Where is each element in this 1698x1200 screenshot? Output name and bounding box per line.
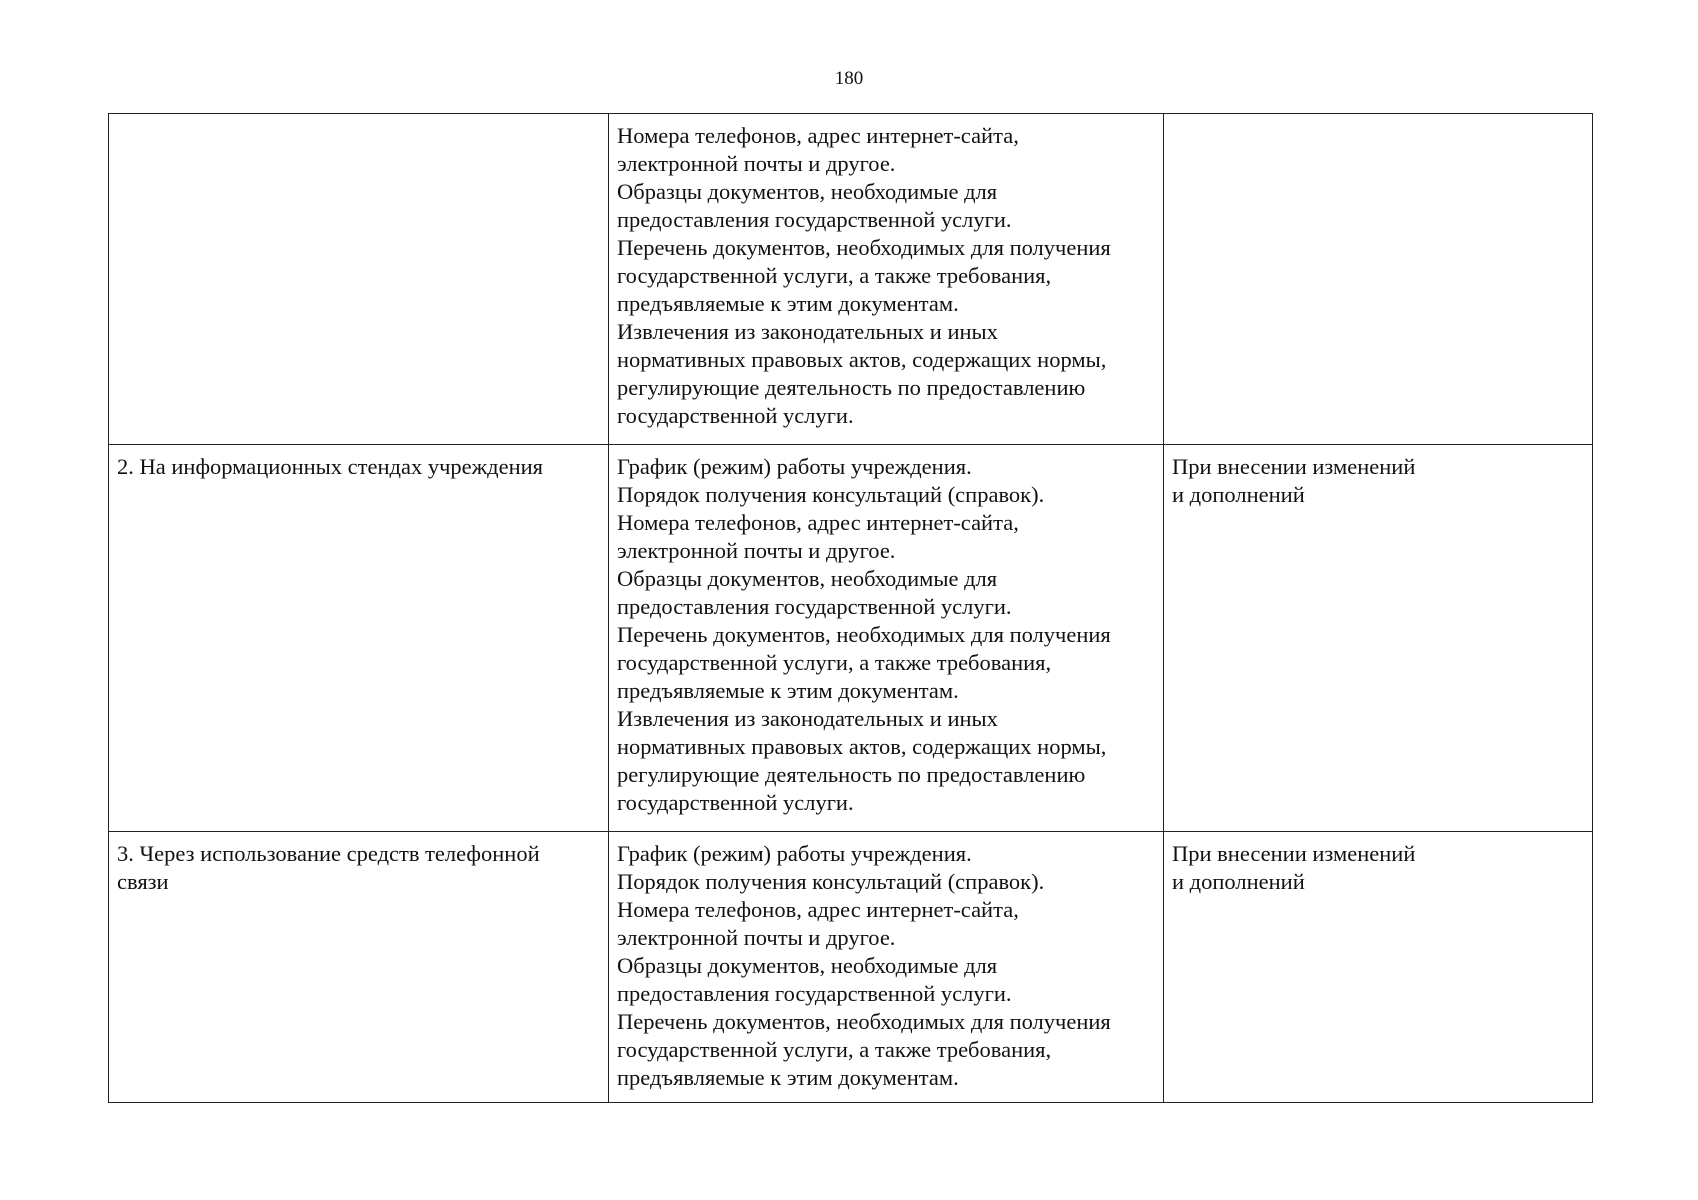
cell-text-line: предоставления государственной услуги. [617, 594, 1012, 619]
cell-text-line: государственной услуги, а также требования, [617, 1037, 1052, 1062]
cell-text-line: 2. На информационных стендах учреждения [117, 454, 544, 479]
table-row [109, 114, 1593, 445]
cell-text-line: Образцы документов, необходимые для [617, 953, 998, 978]
cell-text-line: При внесении изменений [1172, 454, 1416, 479]
table-cell-content [609, 114, 1164, 445]
cell-text-line: нормативных правовых актов, содержащих нормы, [617, 734, 1107, 759]
cell-text-line: и дополнений [1172, 869, 1305, 894]
cell-text-line: предъявляемые к этим документам. [617, 678, 959, 703]
cell-text-line: государственной услуги, а также требования, [617, 650, 1052, 675]
table-cell-method [109, 114, 609, 445]
cell-text-line: При внесении изменений [1172, 841, 1416, 866]
cell-text-line: Номера телефонов, адрес интернет-сайта, [617, 897, 1019, 922]
cell-text-line: Номера телефонов, адрес интернет-сайта, [617, 123, 1019, 148]
cell-text-line: Образцы документов, необходимые для [617, 179, 998, 204]
cell-text-line: График (режим) работы учреждения. [617, 841, 972, 866]
cell-text-line: предъявляемые к этим документам. [617, 1065, 959, 1090]
cell-text-line: Порядок получения консультаций (справок). [617, 869, 1045, 894]
cell-text-line: нормативных правовых актов, содержащих нормы, [617, 347, 1107, 372]
cell-text-line: государственной услуги, а также требования, [617, 263, 1052, 288]
table-cell-method [109, 445, 609, 832]
cell-text-line: регулирующие деятельность по предоставлению [617, 375, 1086, 400]
table-row [109, 445, 1593, 832]
page-number: 180 [834, 68, 864, 89]
cell-text-line: связи [117, 869, 169, 894]
cell-text-line: электронной почты и другое. [617, 538, 896, 563]
cell-text-line: Образцы документов, необходимые для [617, 566, 998, 591]
cell-text-line: Перечень документов, необходимых для получения [617, 622, 1111, 647]
cell-text-line: предъявляемые к этим документам. [617, 291, 959, 316]
table-cell-update [1164, 114, 1593, 445]
cell-text-line: электронной почты и другое. [617, 925, 896, 950]
cell-text-line: 3. Через использование средств телефонной [117, 841, 540, 866]
cell-text-line: График (режим) работы учреждения. [617, 454, 972, 479]
table-row [109, 832, 1593, 1103]
cell-text-line: предоставления государственной услуги. [617, 981, 1012, 1006]
table-cell-content [609, 832, 1164, 1103]
cell-text-line: Номера телефонов, адрес интернет-сайта, [617, 510, 1019, 535]
table-cell-method [109, 832, 609, 1103]
cell-text-line: Перечень документов, необходимых для получения [617, 1009, 1111, 1034]
cell-text-line: государственной услуги. [617, 790, 854, 815]
cell-text-line: Извлечения из законодательных и иных [617, 319, 998, 344]
cell-text-line: Перечень документов, необходимых для получения [617, 235, 1111, 260]
cell-text-line: электронной почты и другое. [617, 151, 896, 176]
cell-text-line: и дополнений [1172, 482, 1305, 507]
cell-text-line: регулирующие деятельность по предоставлению [617, 762, 1086, 787]
table-cell-content [609, 445, 1164, 832]
table-cell-update [1164, 832, 1593, 1103]
cell-text-line: Извлечения из законодательных и иных [617, 706, 998, 731]
cell-text-line: государственной услуги. [617, 403, 854, 428]
table-cell-update [1164, 445, 1593, 832]
info-table [108, 113, 1593, 1103]
cell-text-line: предоставления государственной услуги. [617, 207, 1012, 232]
cell-text-line: Порядок получения консультаций (справок). [617, 482, 1045, 507]
